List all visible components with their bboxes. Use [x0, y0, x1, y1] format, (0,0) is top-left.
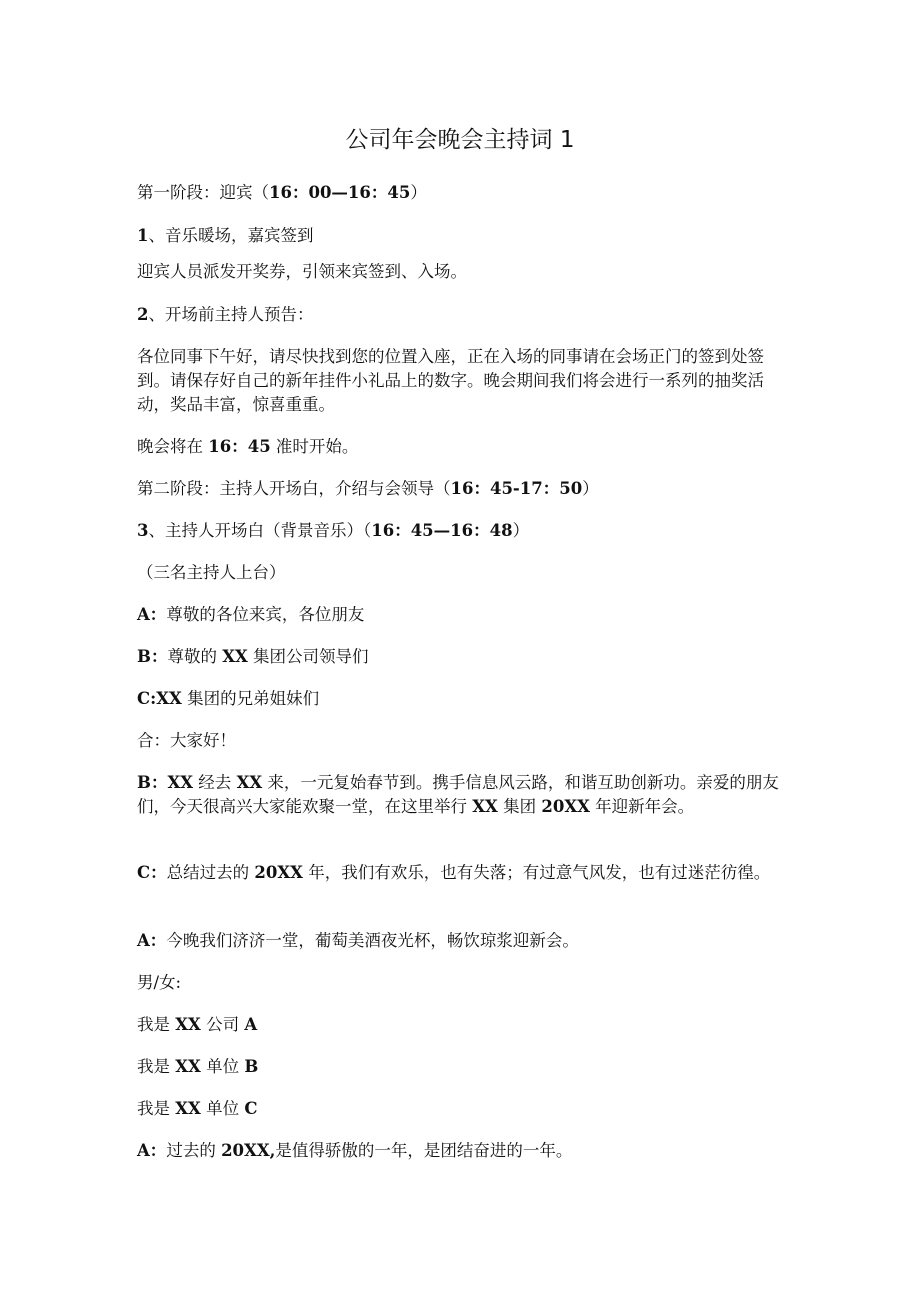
stage-2-heading [137, 477, 785, 501]
stage-1-heading [137, 181, 785, 205]
dialogue-text: 经去 [193, 773, 237, 792]
intro-mid: 单位 [200, 1057, 245, 1076]
start-note-suffix: 准时开始。 [270, 437, 359, 456]
dialogue-text: 年，我们有欢乐，也有失落；有过意气风发，也有过迷茫彷徨。 [302, 863, 771, 882]
intro-c [137, 1097, 785, 1121]
intro-prefix: 我是 [137, 1015, 176, 1034]
intro-prefix: 我是 [137, 1099, 176, 1118]
dialogue-all: 合：大家好！ [137, 731, 236, 750]
item-2-text: 、开场前主持人预告： [148, 305, 314, 324]
stage-direction: （三名主持人上台） [137, 563, 286, 582]
stage-1-label: 第一阶段：迎宾（ [137, 183, 269, 202]
dialogue-b-1 [137, 645, 785, 669]
item-2-number: 2 [137, 305, 149, 324]
stage-1-close: ） [410, 183, 427, 202]
dialogue-text: 集团的兄弟姐妹们 [181, 689, 320, 708]
placeholder-xx: XX [236, 773, 263, 792]
intro-mid: 单位 [200, 1099, 245, 1118]
speaker-b: B： [137, 773, 168, 792]
dialogue-text: 集团公司领导们 [247, 647, 369, 666]
item-3-heading [137, 519, 785, 543]
placeholder-xx: XX [472, 797, 498, 816]
placeholder-xx: XX [175, 1015, 201, 1034]
intro-letter: B [244, 1057, 259, 1076]
placeholder-year: 20XX, [221, 1141, 276, 1160]
start-note-prefix: 晚会将在 [137, 437, 209, 456]
item-2-heading [137, 303, 785, 327]
intro-a [137, 1013, 785, 1037]
item-1-number: 1 [137, 226, 149, 245]
dialogue-c-1 [137, 687, 785, 711]
item-2-description: 各位同事下午好，请尽快找到您的位置入座，正在入场的同事请在会场正门的签到处签到。请保存好自己的新年挂件小礼品上的数字。晚会期间我们将会进行一系列的抽奖活动，奖品丰富，惊喜重重。 [137, 347, 764, 414]
item-3-close: ） [512, 521, 530, 540]
dialogue-a-2 [137, 929, 785, 953]
dialogue-text: 尊敬的 [167, 647, 223, 666]
item-1-text: 、音乐暖场，嘉宾签到 [148, 226, 314, 245]
placeholder-year: 20XX [254, 863, 303, 882]
placeholder-xx: XX [222, 647, 248, 666]
item-3-number: 3 [137, 521, 149, 540]
dialogue-a-3 [137, 1139, 785, 1163]
dialogue-a-1 [137, 603, 785, 627]
speaker-b: B： [137, 647, 168, 666]
page-title: 公司年会晚会主持词 1 [345, 127, 575, 153]
speaker-a: A： [137, 605, 167, 624]
dialogue-text: 年迎新年会。 [589, 797, 695, 816]
dialogue-text: 来，一元复始春节到。携手信息风云路，和谐互助创新功。亲爱的朋友们，今天很高兴大家能欢聚一堂，在这里举行 [137, 773, 779, 816]
item-1-heading [137, 224, 785, 248]
item-3-time: 16：45—16：48 [371, 521, 513, 540]
dialogue-text: 总结过去的 [166, 863, 255, 882]
speaker-a: A： [137, 931, 167, 950]
stage-2-close: ） [582, 479, 599, 498]
stage-2-time: 16：45-17：50 [450, 479, 583, 498]
intro-prefix: 我是 [137, 1057, 176, 1076]
intro-letter: A [244, 1015, 258, 1034]
item-3-text: 、主持人开场白（背景音乐）（ [148, 521, 372, 540]
dialogue-text: 尊敬的各位来宾，各位朋友 [166, 605, 365, 624]
dialogue-text: 集团 [497, 797, 542, 816]
intro-letter: C [244, 1099, 258, 1118]
dialogue-b-2 [137, 771, 785, 819]
intro-b [137, 1055, 785, 1079]
placeholder-xx: XX [175, 1099, 201, 1118]
item-1-description: 迎宾人员派发开奖券，引领来宾签到、入场。 [137, 262, 467, 281]
placeholder-xx: XX [175, 1057, 201, 1076]
intro-mid: 公司 [200, 1015, 245, 1034]
dialogue-text: 今晚我们济济一堂，葡萄美酒夜光杯，畅饮琼浆迎新会。 [166, 931, 579, 950]
stage-1-time: 16：00—16：45 [269, 183, 411, 202]
stage-2-label: 第二阶段：主持人开场白，介绍与会领导（ [137, 479, 451, 498]
male-female-label: 男/女: [137, 973, 182, 992]
speaker-c: C： [137, 863, 167, 882]
dialogue-c-2 [137, 861, 785, 885]
dialogue-text: 过去的 [166, 1141, 222, 1160]
speaker-c: C:XX [137, 689, 182, 708]
speaker-a: A： [137, 1141, 167, 1160]
start-note-time: 16：45 [208, 437, 271, 456]
placeholder-xx: XX [167, 773, 194, 792]
start-time-note [137, 435, 785, 459]
placeholder-year: 20XX [541, 797, 590, 816]
dialogue-text: 是值得骄傲的一年，是团结奋进的一年。 [275, 1141, 573, 1160]
